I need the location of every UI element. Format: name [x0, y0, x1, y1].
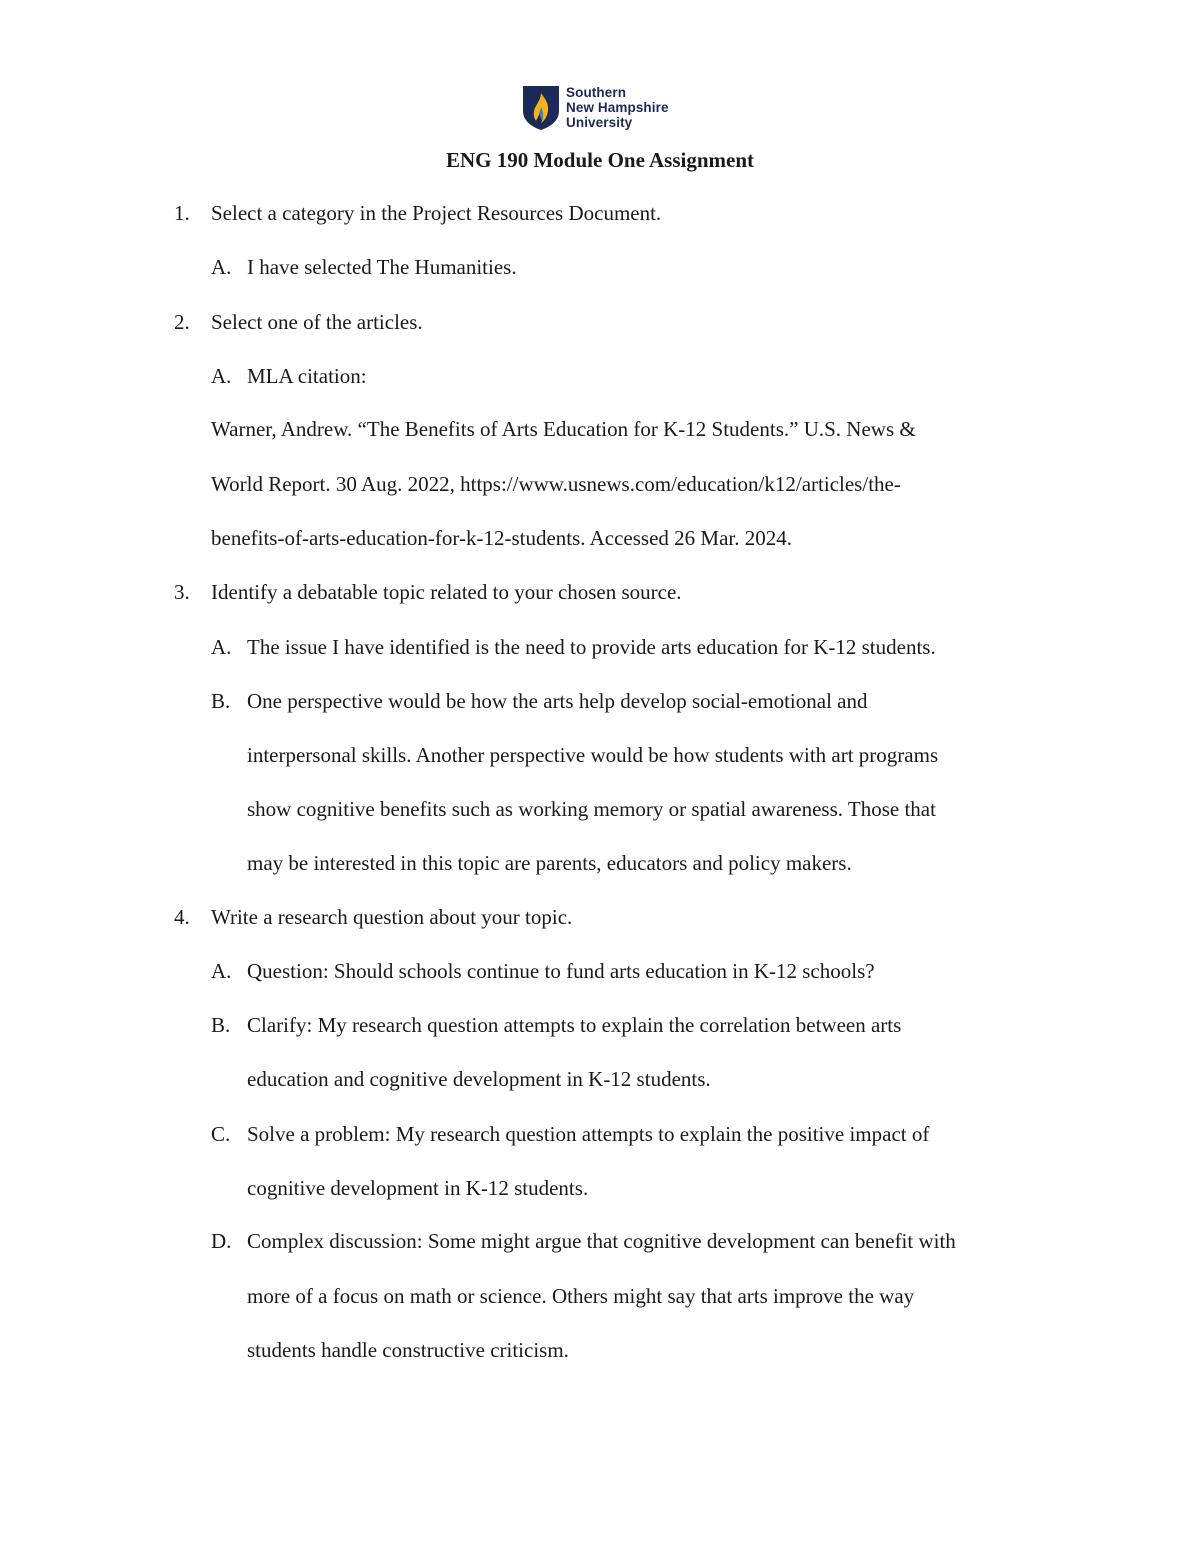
citation-line: World Report. 30 Aug. 2022, https://www.usnews.com/education/k12/articles/the-: [211, 472, 901, 496]
sub-text: I have selected The Humanities.: [247, 255, 517, 279]
sub-text: education and cognitive development in K-12 students.: [247, 1067, 711, 1091]
sub-text: show cognitive benefits such as working memory or spatial awareness. Those that: [247, 797, 936, 821]
logo-wordmark: [566, 85, 669, 130]
page-title: ENG 190 Module One Assignment: [445, 148, 755, 172]
logo-line-3: University: [566, 115, 633, 130]
item-number: 2.: [174, 310, 190, 334]
sub-letter: A.: [211, 364, 232, 388]
sub-letter: B.: [211, 1013, 231, 1037]
snhu-logo: [522, 85, 702, 133]
sub-text: students handle constructive criticism.: [247, 1338, 569, 1362]
item-number: 1.: [174, 201, 190, 225]
sub-letter: A.: [211, 635, 232, 659]
item-text: Select a category in the Project Resources Document.: [211, 201, 662, 225]
item-number: 4.: [174, 905, 190, 929]
item-text: Identify a debatable topic related to your chosen source.: [211, 580, 682, 604]
sub-letter: A.: [211, 959, 232, 983]
sub-letter: B.: [211, 689, 231, 713]
sub-text: may be interested in this topic are parents, educators and policy makers.: [247, 851, 852, 875]
item-number: 3.: [174, 580, 190, 604]
sub-text: Solve a problem: My research question attempts to explain the positive impact of: [247, 1122, 930, 1146]
sub-letter: A.: [211, 255, 232, 279]
citation-line: benefits-of-arts-education-for-k-12-students. Accessed 26 Mar. 2024.: [211, 526, 792, 550]
item-text: Write a research question about your topic.: [211, 905, 573, 929]
citation-line: Warner, Andrew. “The Benefits of Arts Education for K-12 Students.” U.S. News &: [211, 417, 916, 441]
sub-text: cognitive development in K-12 students.: [247, 1176, 589, 1200]
item-text: Select one of the articles.: [211, 310, 423, 334]
sub-text: MLA citation:: [247, 364, 367, 388]
sub-text: Complex discussion: Some might argue that cognitive development can benefit with: [247, 1229, 956, 1253]
logo-line-2: New Hampshire: [566, 100, 669, 115]
sub-text: The issue I have identified is the need to provide arts education for K-12 students.: [247, 635, 936, 659]
sub-text: interpersonal skills. Another perspective would be how students with art programs: [247, 743, 939, 767]
sub-text: Clarify: My research question attempts to explain the correlation between arts: [247, 1013, 902, 1037]
sub-letter: D.: [211, 1229, 232, 1253]
snhu-shield-icon: [522, 85, 560, 131]
sub-text: more of a focus on math or science. Others might say that arts improve the way: [247, 1284, 915, 1308]
sub-text: Question: Should schools continue to fund arts education in K-12 schools?: [247, 959, 875, 983]
sub-letter: C.: [211, 1122, 231, 1146]
sub-text: One perspective would be how the arts help develop social-emotional and: [247, 689, 868, 713]
logo-line-1: Southern: [566, 85, 627, 100]
